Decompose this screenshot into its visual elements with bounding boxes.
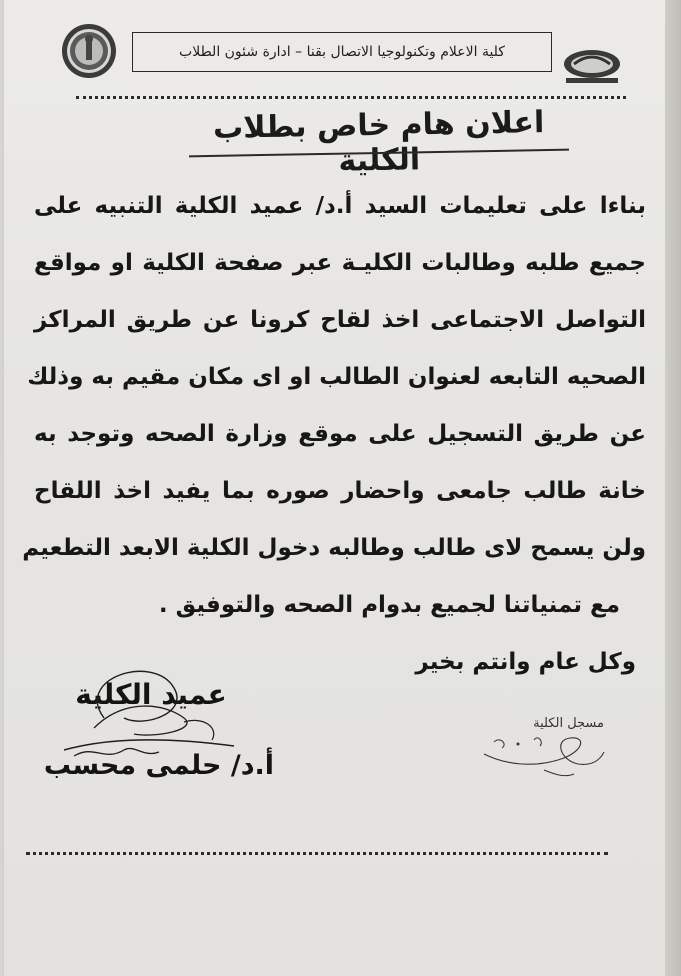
body-line: عن طريق التسجيل على موقع وزارة الصحه وتوجد به <box>34 421 646 447</box>
university-seal-icon <box>58 22 120 80</box>
body-line: وكل عام وانتم بخير <box>415 649 636 675</box>
body-line: بناءا على تعليمات السيد أ.د/ عميد الكلية التنبيه على <box>34 193 646 219</box>
body-line: جميع طلبه وطالبات الكليـة عبر صفحة الكلية او مواقع <box>34 250 646 276</box>
announcement-body <box>22 178 646 691</box>
registrar-block <box>474 710 614 790</box>
signature-name: أ.د/ حلمى محسب <box>43 750 275 781</box>
body-line: التواصل الاجتماعى اخذ لقاح كرونا عن طريق المراكز <box>34 307 646 333</box>
body-line: خانة طالب جامعى واحضار صوره بما يفيد اخذ اللقاح <box>34 478 646 504</box>
header-divider <box>76 96 626 99</box>
footer-divider <box>26 852 608 855</box>
signature-title: عميد الكلية <box>75 678 227 711</box>
dean-signature-block <box>34 658 284 798</box>
body-line: ولن يسمح لاى طالب وطالبه دخول الكلية الابعد التطعيم <box>22 535 646 561</box>
announcement-title: اعلان هام خاص بطلاب الكلية <box>212 105 545 179</box>
letterhead <box>50 20 626 82</box>
faculty-logo-icon <box>560 46 624 86</box>
registrar-label: مسجل الكلية <box>533 716 604 731</box>
body-line: الصحيه التابعه لعنوان الطالب او اى مكان مقيم به وذلك <box>27 364 646 390</box>
institution-name: كلية الاعلام وتكنولوجيا الاتصال بقنا – ادارة شئون الطلاب <box>132 32 552 72</box>
page-edge <box>665 0 681 976</box>
body-line: مع تمنياتنا لجميع بدوام الصحه والتوفيق . <box>158 592 620 618</box>
document-page <box>4 0 667 976</box>
registrar-signature-icon <box>474 724 614 784</box>
